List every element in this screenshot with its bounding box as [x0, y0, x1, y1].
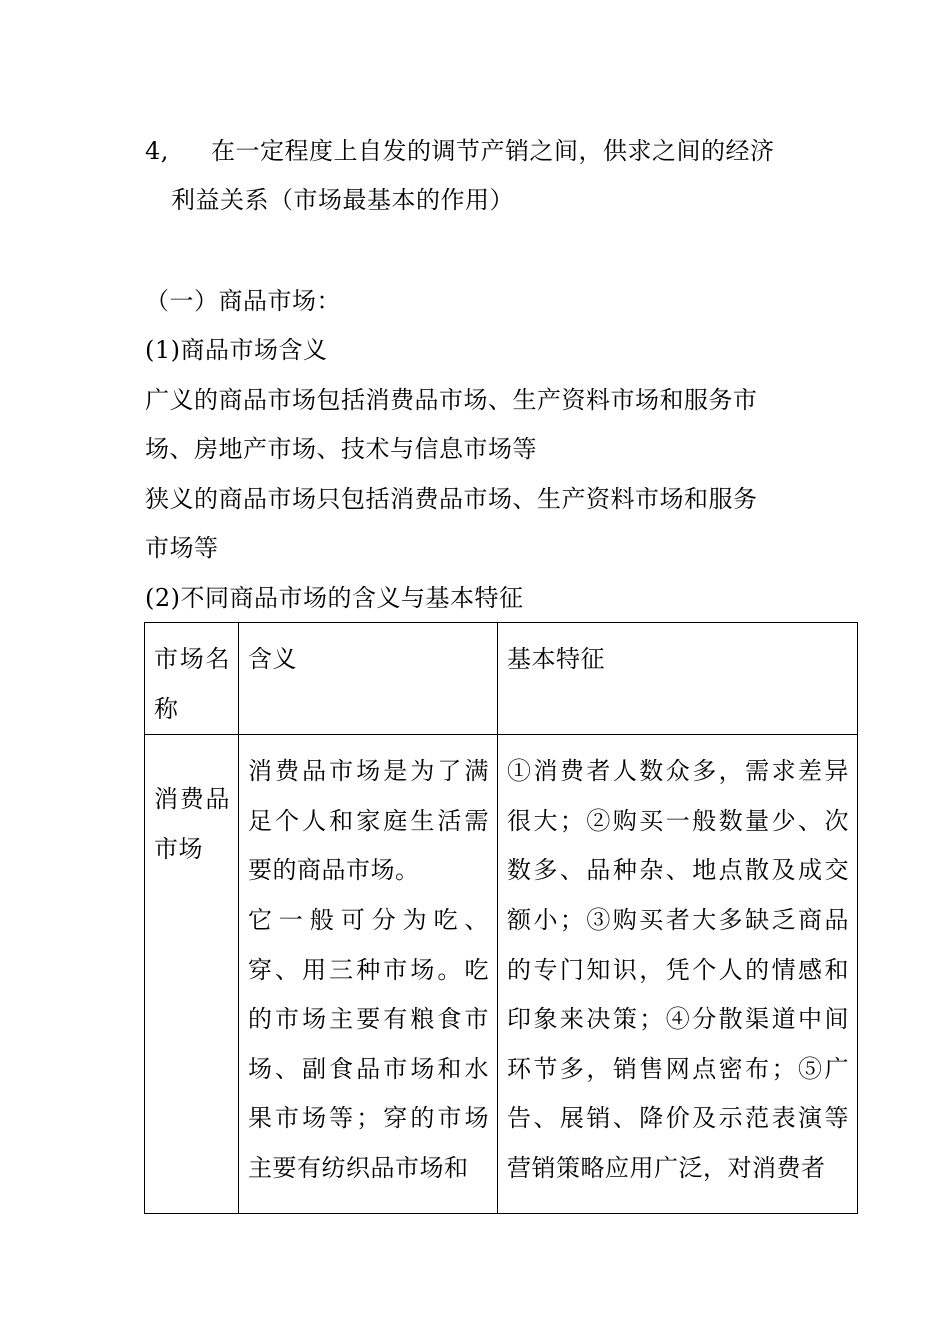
- table-row: [145, 735, 858, 1214]
- meaning-paragraph-1: 消费品市场是为了满足个人和家庭生活需要的商品市场。: [248, 757, 489, 885]
- market-features-table: [144, 622, 858, 1214]
- narrow-definition-line2: 市场等: [145, 534, 219, 562]
- table-header-row: [145, 623, 858, 735]
- cell-market-name: 消费品市场: [145, 735, 239, 1214]
- item-4-text: 在一定程度上自发的调节产销之间，供求之间的经济: [211, 137, 775, 165]
- header-meaning: 含义: [239, 623, 498, 735]
- cell-meaning: [239, 735, 498, 1214]
- broad-definition-line2: 场、房地产市场、技术与信息市场等: [145, 435, 537, 463]
- subsection-title-1: (1)商品市场含义: [145, 336, 328, 364]
- cell-features: ①消费者人数众多，需求差异很大；②购买一般数量少、次数多、品种杂、地点散及成交额小；③购买者大多缺乏商品的专门知识，凭个人的情感和印象来决策；④分散渠道中间环节多，销售网点密布；⑤广告、展销、降价及示范表演等营销策略应用广泛，对消费者: [498, 735, 858, 1214]
- item-4-line2: 利益关系（市场最基本的作用）: [171, 186, 514, 214]
- item-number: 4,: [145, 137, 169, 165]
- narrow-definition-line1: 狭义的商品市场只包括消费品市场、生产资料市场和服务: [145, 485, 758, 513]
- item-4-line1: [145, 134, 775, 168]
- broad-definition-line1: 广义的商品市场包括消费品市场、生产资料市场和服务市: [145, 386, 758, 414]
- header-market-name: 市场名称: [145, 623, 239, 735]
- header-features: 基本特征: [498, 623, 858, 735]
- meaning-paragraph-2: 它一般可分为吃、穿、用三种市场。吃的市场主要有粮食市场、副食品市场和水果市场等；穿的市场主要有纺织品市场和: [248, 905, 489, 1182]
- section-heading: （一）商品市场：: [145, 287, 341, 315]
- subsection-title-2: (2)不同商品市场的含义与基本特征: [145, 584, 524, 612]
